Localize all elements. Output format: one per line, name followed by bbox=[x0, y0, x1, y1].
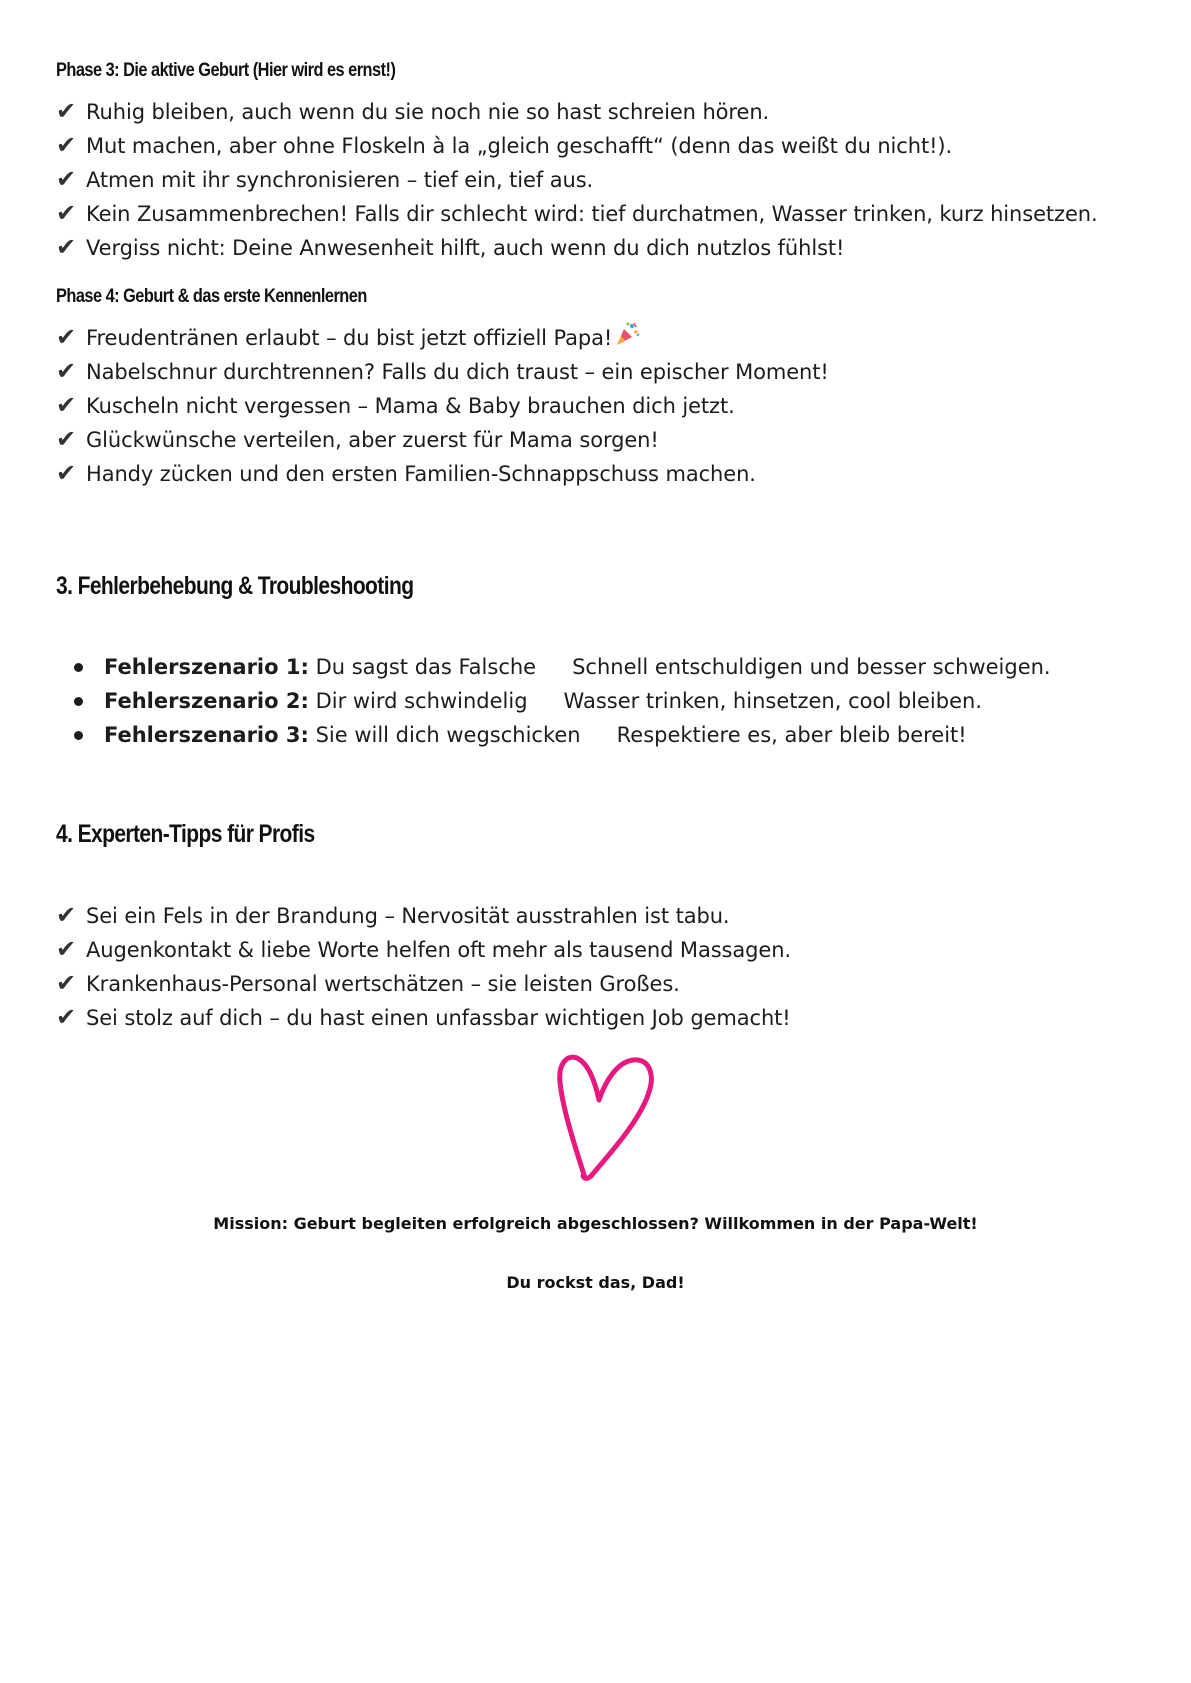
list-item: ✔ Ruhig bleiben, auch wenn du sie noch nie so hast schreien hören. bbox=[56, 94, 1098, 128]
checkmark-icon: ✔ bbox=[56, 131, 77, 159]
list-item: ✔ Mut machen, aber ohne Floskeln à la „gleich geschafft“ (denn das weißt du nicht!). bbox=[56, 128, 1098, 162]
troubleshooting-section bbox=[56, 568, 1051, 752]
list-item: ✔ Vergiss nicht: Deine Anwesenheit hilft, auch wenn du dich nutzlos fühlst! bbox=[56, 230, 1098, 264]
closing-message: Mission: Geburt begleiten erfolgreich abgeschlossen? Willkommen in der Papa-Welt! bbox=[213, 1214, 978, 1233]
list-item: ✔ Freudentränen erlaubt – du bist jetzt offiziell Papa! bbox=[56, 320, 829, 354]
checkmark-icon: ✔ bbox=[56, 165, 77, 193]
checkmark-icon: ✔ bbox=[56, 1003, 77, 1031]
phase3-checklist bbox=[56, 94, 1098, 264]
tips-section bbox=[56, 816, 791, 1034]
phase4-checklist bbox=[56, 320, 829, 490]
list-item: ✔ Nabelschnur durchtrennen? Falls du dich traust – ein epischer Moment! bbox=[56, 354, 829, 388]
party-popper-icon bbox=[614, 321, 640, 357]
checkmark-icon: ✔ bbox=[56, 935, 77, 963]
checkmark-icon: ✔ bbox=[56, 425, 77, 453]
checkmark-icon: ✔ bbox=[56, 459, 77, 487]
list-item: Fehlerszenario 3: Sie will dich wegschicken Respektiere es, aber bleib bereit! bbox=[74, 718, 1051, 752]
troubleshooting-list bbox=[56, 650, 1051, 752]
checkmark-icon: ✔ bbox=[56, 199, 77, 227]
list-item: ✔ Atmen mit ihr synchronisieren – tief ein, tief aus. bbox=[56, 162, 1098, 196]
phase3-section bbox=[56, 56, 1098, 264]
checkmark-icon: ✔ bbox=[56, 357, 77, 385]
checkmark-icon: ✔ bbox=[56, 97, 77, 125]
list-item: Fehlerszenario 2: Dir wird schwindelig Wasser trinken, hinsetzen, cool bleiben. bbox=[74, 684, 1051, 718]
bullet-icon bbox=[74, 697, 83, 706]
phase4-section bbox=[56, 282, 829, 490]
bullet-icon bbox=[74, 731, 83, 740]
tips-heading: 4. Experten-Tipps für Profis bbox=[56, 820, 315, 848]
list-item: ✔ Kein Zusammenbrechen! Falls dir schlecht wird: tief durchatmen, Wasser trinken, kurz hinsetzen. bbox=[56, 196, 1098, 230]
list-item: ✔ Handy zücken und den ersten Familien-Schnappschuss machen. bbox=[56, 456, 829, 490]
checkmark-icon: ✔ bbox=[56, 323, 77, 351]
troubleshooting-heading: 3. Fehlerbehebung & Troubleshooting bbox=[56, 572, 414, 600]
checkmark-icon: ✔ bbox=[56, 233, 77, 261]
list-item: ✔ Glückwünsche verteilen, aber zuerst für Mama sorgen! bbox=[56, 422, 829, 456]
list-item: ✔ Krankenhaus-Personal wertschätzen – sie leisten Großes. bbox=[56, 966, 791, 1000]
checkmark-icon: ✔ bbox=[56, 969, 77, 997]
checkmark-icon: ✔ bbox=[56, 391, 77, 419]
heart-icon bbox=[555, 1052, 655, 1182]
checkmark-icon: ✔ bbox=[56, 901, 77, 929]
bullet-icon bbox=[74, 663, 83, 672]
list-item: ✔ Sei ein Fels in der Brandung – Nervosität ausstrahlen ist tabu. bbox=[56, 898, 791, 932]
list-item: ✔ Sei stolz auf dich – du hast einen unfassbar wichtigen Job gemacht! bbox=[56, 1000, 791, 1034]
closing-slogan: Du rockst das, Dad! bbox=[506, 1273, 685, 1292]
phase4-heading: Phase 4: Geburt & das erste Kennenlernen bbox=[56, 286, 367, 307]
list-item: ✔ Kuscheln nicht vergessen – Mama & Baby brauchen dich jetzt. bbox=[56, 388, 829, 422]
phase3-heading: Phase 3: Die aktive Geburt (Hier wird es ernst!) bbox=[56, 60, 396, 81]
tips-checklist bbox=[56, 898, 791, 1034]
list-item: ✔ Augenkontakt & liebe Worte helfen oft mehr als tausend Massagen. bbox=[56, 932, 791, 966]
list-item: Fehlerszenario 1: Du sagst das Falsche Schnell entschuldigen und besser schweigen. bbox=[74, 650, 1051, 684]
